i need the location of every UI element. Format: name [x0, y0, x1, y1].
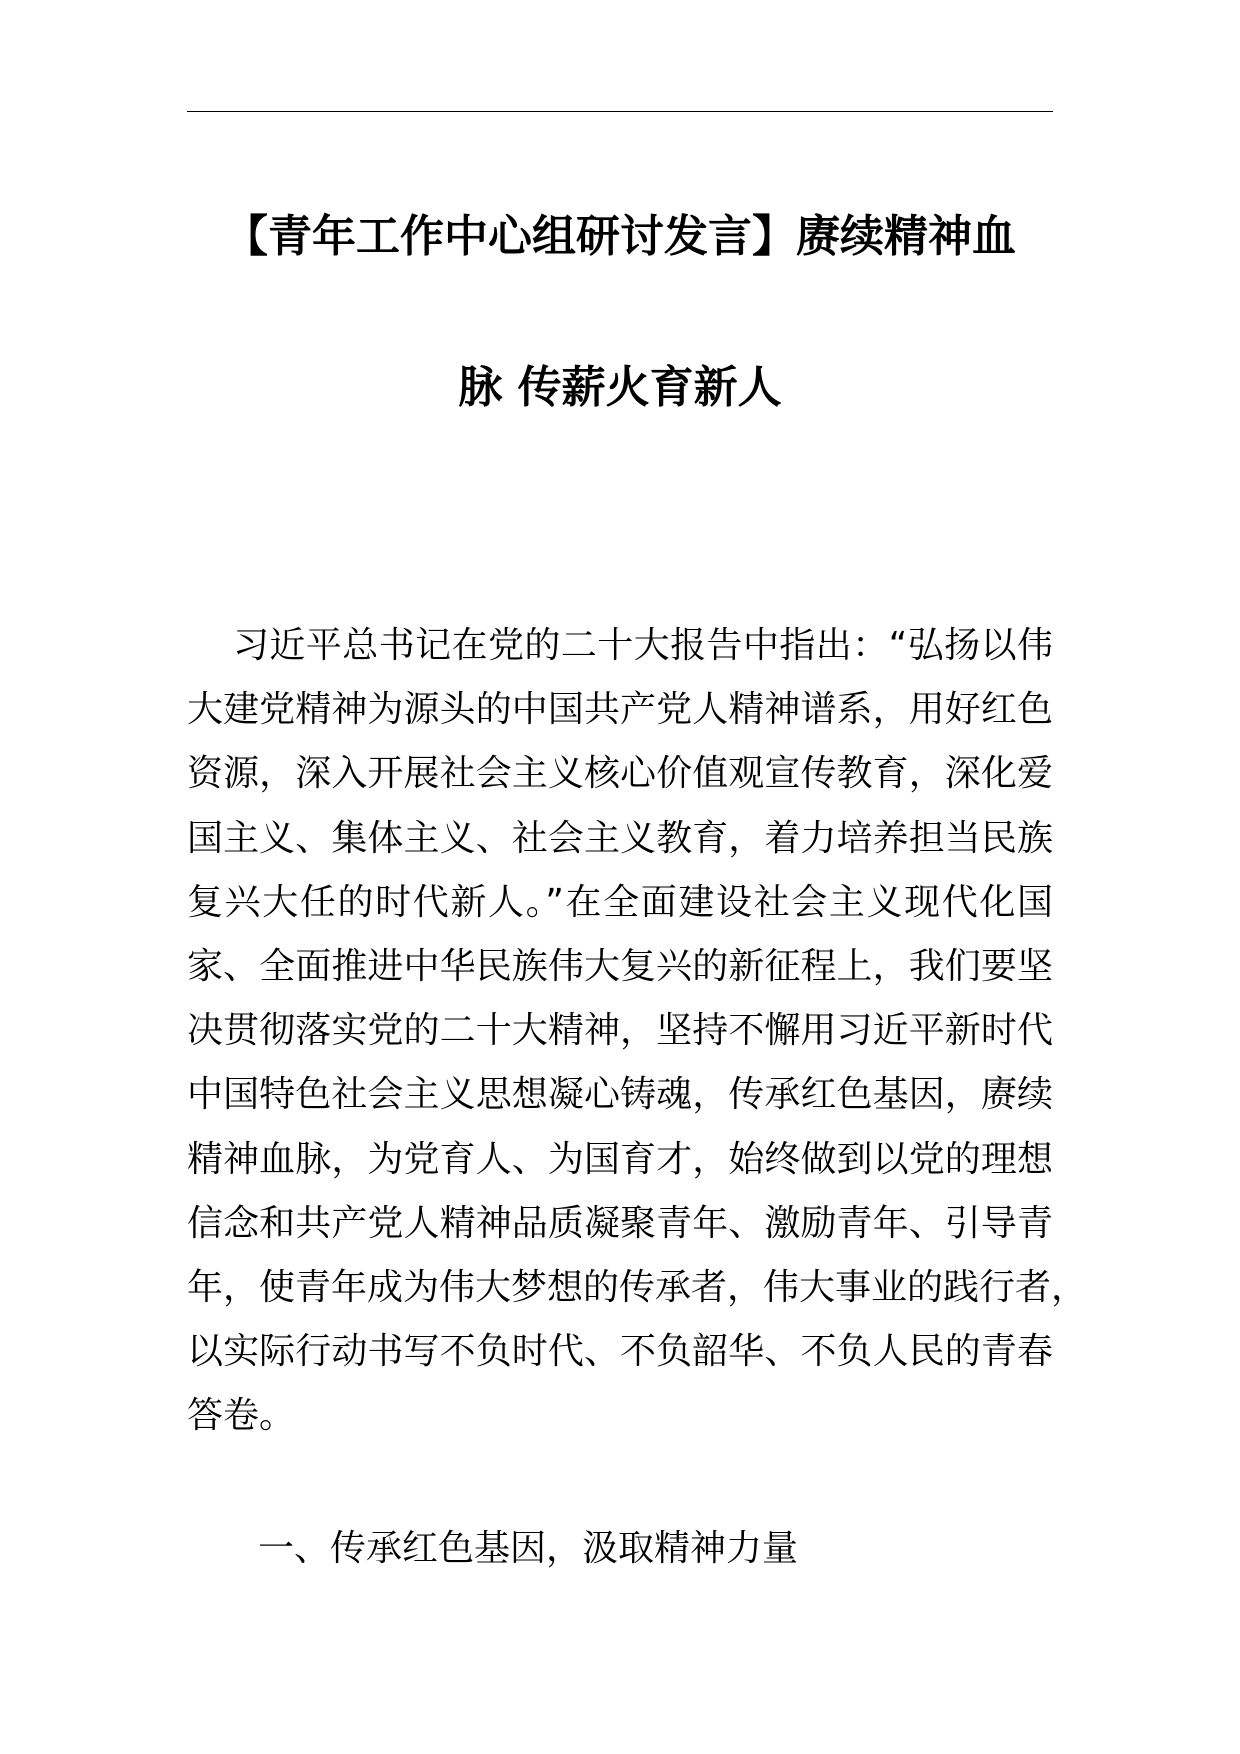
paragraph-line: 资源，深入开展社会主义核心价值观宣传教育，深化爱 — [187, 753, 1053, 795]
paragraph-line: 中国特色社会主义思想凝心铸魂，传承红色基因，赓续 — [187, 1074, 1053, 1116]
paragraph-line: 决贯彻落实党的二十大精神，坚持不懈用习近平新时代 — [187, 1010, 1053, 1052]
section-heading: 一、传承红色基因，汲取精神力量 — [258, 1528, 799, 1569]
body-paragraph — [187, 614, 1088, 1448]
paragraph-line: 信念和共产党人精神品质凝聚青年、激励青年、引导青 — [187, 1202, 1053, 1244]
paragraph-line: 年，使青年成为伟大梦想的传承者，伟大事业的践行者， — [187, 1266, 1088, 1308]
header-rule — [187, 111, 1053, 112]
paragraph-line: 精神血脉，为党育人、为国育才，始终做到以党的理想 — [187, 1138, 1053, 1180]
paragraph-line: 复兴大任的时代新人。”在全面建设社会主义现代化国 — [187, 881, 1053, 923]
paragraph-line: 大建党精神为源头的中国共产党人精神谱系，用好红色 — [187, 689, 1053, 731]
document-title-line-2: 脉 传薪火育新人 — [458, 362, 782, 413]
paragraph-line: 国主义、集体主义、社会主义教育，着力培养担当民族 — [187, 817, 1053, 859]
paragraph-line: 答卷。 — [187, 1395, 296, 1437]
document-title-line-1: 【青年工作中心组研讨发言】赓续精神血 — [224, 211, 1016, 262]
paragraph-line: 家、全面推进中华民族伟大复兴的新征程上，我们要坚 — [187, 945, 1053, 987]
paragraph-line: 习近平总书记在党的二十大报告中指出：“弘扬以伟 — [233, 625, 1053, 666]
paragraph-line: 以实际行动书写不负时代、不负韶华、不负人民的青春 — [187, 1331, 1053, 1373]
